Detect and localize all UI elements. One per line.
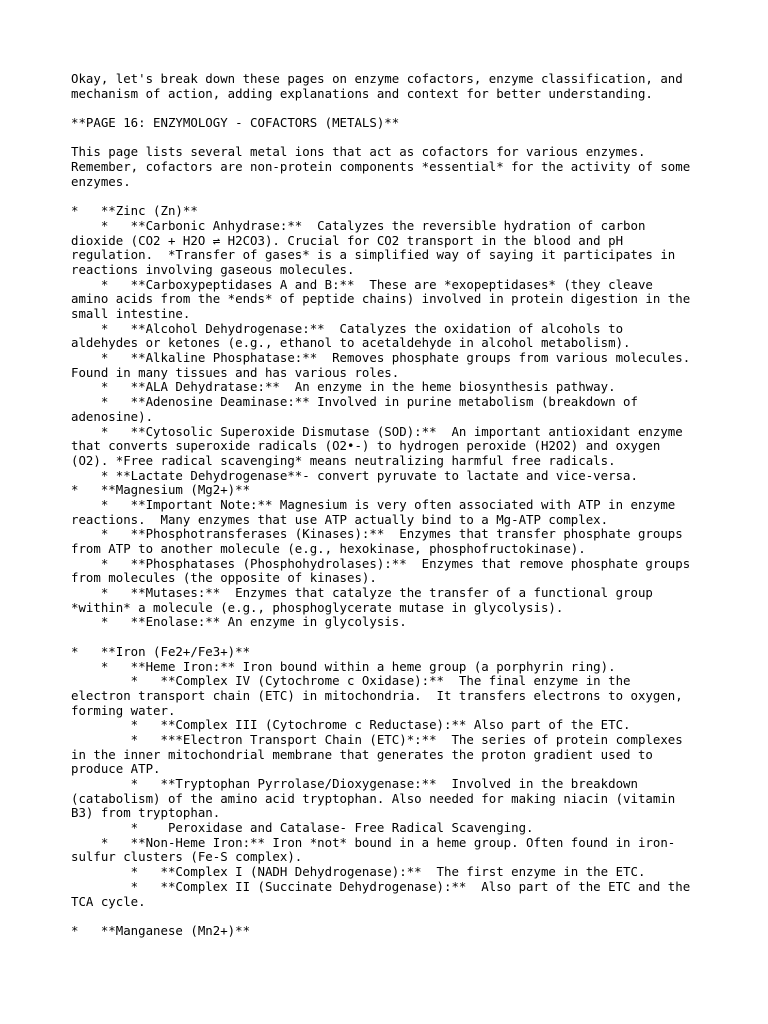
text-line: * **Mutases:** Enzymes that catalyze the transfer of a functional group bbox=[71, 585, 653, 601]
text-line: *within* a molecule (e.g., phosphoglycerate mutase in glycolysis). bbox=[71, 599, 564, 615]
text-line: * **Alkaline Phosphatase:** Removes phosphate groups from various molecules. bbox=[71, 350, 691, 366]
text-line: (O2). *Free radical scavenging* means neutralizing harmful free radicals. bbox=[71, 452, 616, 468]
text-line: aldehydes or ketones (e.g., ethanol to acetaldehyde in alcohol metabolism). bbox=[71, 335, 631, 351]
text-line: amino acids from the *ends* of peptide chains) involved in protein digestion in the bbox=[71, 291, 691, 307]
text-line: * **Phosphatases (Phosphohydrolases):** Enzymes that remove phosphate groups bbox=[71, 555, 691, 571]
text-line: * **Complex IV (Cytochrome c Oxidase):** The final enzyme in the bbox=[71, 673, 631, 689]
text-line: sulfur clusters (Fe-S complex). bbox=[71, 849, 303, 865]
section-heading: **PAGE 16: ENZYMOLOGY - COFACTORS (METALS)** bbox=[71, 115, 400, 131]
text-line: from ATP to another molecule (e.g., hexokinase, phosphofructokinase). bbox=[71, 541, 586, 556]
text-line: * **Alcohol Dehydrogenase:** Catalyzes the oxidation of alcohols to bbox=[71, 320, 624, 336]
text-line: * **Complex II (Succinate Dehydrogenase):** Also part of the ETC and the bbox=[71, 878, 691, 894]
text-line: regulation. *Transfer of gases* is a simplified way of saying it participates in bbox=[71, 247, 676, 263]
text-line: * **Complex I (NADH Dehydrogenase):** The first enzyme in the ETC. bbox=[71, 864, 646, 880]
text-line: * **Cytosolic Superoxide Dismutase (SOD):** An important antioxidant enzyme bbox=[71, 423, 683, 439]
text-line: reactions. Many enzymes that use ATP actually bind to a Mg-ATP complex. bbox=[71, 511, 609, 527]
text-line: * **Adenosine Deaminase:** Involved in purine metabolism (breakdown of bbox=[71, 394, 638, 410]
text-line: * **Complex III (Cytochrome c Reductase):** Also part of the ETC. bbox=[71, 717, 631, 733]
text-line: * **Non-Heme Iron:** Iron *not* bound in a heme group. Often found in iron- bbox=[71, 834, 676, 850]
text-line: * **Phosphotransferases (Kinases):** Enzymes that transfer phosphate groups bbox=[71, 526, 683, 542]
list-item-magnesium: * **Magnesium (Mg2+)** bbox=[71, 482, 251, 498]
text-line: Okay, let's break down these pages on enzyme cofactors, enzyme classification, and bbox=[71, 71, 683, 86]
text-line: Found in many tissues and has various roles. bbox=[71, 364, 400, 380]
text-line: (catabolism) of the amino acid tryptophan. Also needed for making niacin (vitamin bbox=[71, 790, 676, 806]
text-line: TCA cycle. bbox=[71, 893, 146, 909]
text-line: forming water. bbox=[71, 702, 176, 718]
text-line: mechanism of action, adding explanations and context for better understanding. bbox=[71, 85, 653, 101]
text-line bbox=[71, 909, 711, 924]
text-line bbox=[71, 101, 711, 116]
list-item-manganese: * **Manganese (Mn2+)** bbox=[71, 922, 251, 938]
text-line: * **Important Note:** Magnesium is very often associated with ATP in enzyme bbox=[71, 496, 676, 512]
text-line: * Peroxidase and Catalase- Free Radical Scavenging. bbox=[71, 820, 534, 836]
list-item-zinc: * **Zinc (Zn)** bbox=[71, 203, 198, 219]
text-line: * **ALA Dehydratase:** An enzyme in the heme biosynthesis pathway. bbox=[71, 379, 616, 395]
text-line: * **Enolase:** An enzyme in glycolysis. bbox=[71, 614, 407, 630]
text-line: small intestine. bbox=[71, 306, 191, 321]
text-line: This page lists several metal ions that act as cofactors for various enzymes. bbox=[71, 144, 646, 160]
list-item-iron: * **Iron (Fe2+/Fe3+)** bbox=[71, 643, 251, 659]
text-line: * **Carboxypeptidases A and B:** These are *exopeptidases* (they cleave bbox=[71, 276, 653, 292]
text-line: * **Lactate Dehydrogenase**- convert pyruvate to lactate and vice-versa. bbox=[71, 467, 638, 483]
text-line bbox=[71, 630, 711, 645]
document-page bbox=[71, 72, 711, 939]
text-line: Remember, cofactors are non-protein components *essential* for the activity of some bbox=[71, 159, 691, 175]
text-line: in the inner mitochondrial membrane that generates the proton gradient used to bbox=[71, 746, 653, 762]
text-line: adenosine). bbox=[71, 408, 154, 424]
text-line: dioxide (CO2 + H2O ⇌ H2CO3). Crucial for CO2 transport in the blood and pH bbox=[71, 232, 624, 248]
text-line: * **Tryptophan Pyrrolase/Dioxygenase:** Involved in the breakdown bbox=[71, 776, 638, 791]
text-line bbox=[71, 131, 711, 146]
text-line: from molecules (the opposite of kinases). bbox=[71, 570, 377, 586]
text-line bbox=[71, 190, 711, 205]
text-line: * **Carbonic Anhydrase:** Catalyzes the reversible hydration of carbon bbox=[71, 217, 646, 233]
text-line: * **Heme Iron:** Iron bound within a heme group (a porphyrin ring). bbox=[71, 658, 616, 674]
text-line: B3) from tryptophan. bbox=[71, 805, 221, 821]
text-line: * ***Electron Transport Chain (ETC)*:** The series of protein complexes bbox=[71, 731, 683, 747]
text-line: electron transport chain (ETC) in mitochondria. It transfers electrons to oxygen, bbox=[71, 687, 683, 703]
text-line: reactions involving gaseous molecules. bbox=[71, 261, 355, 277]
text-line: enzymes. bbox=[71, 173, 131, 189]
text-line: produce ATP. bbox=[71, 761, 161, 777]
text-line: that converts superoxide radicals (O2•-) to hydrogen peroxide (H2O2) and oxygen bbox=[71, 438, 661, 454]
